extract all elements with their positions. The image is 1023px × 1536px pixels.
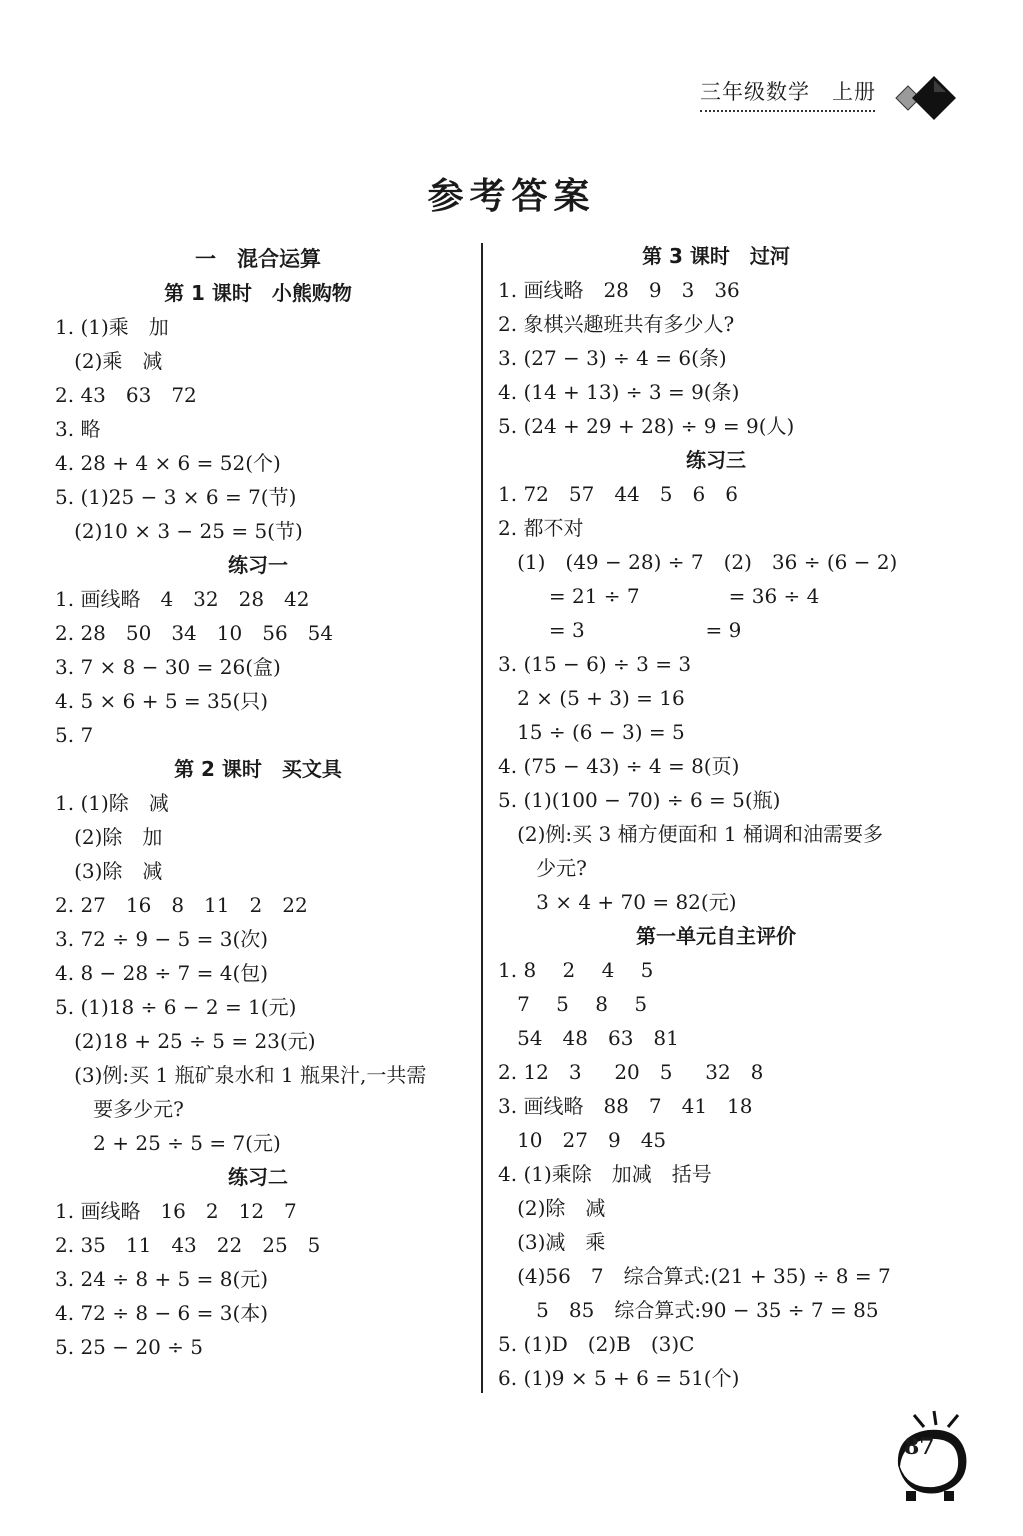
right-answer-line: = 21 ÷ 7 = 36 ÷ 4 xyxy=(498,584,820,608)
right-answer-line: (1) (49 − 28) ÷ 7 (2) 36 ÷ (6 − 2) xyxy=(498,550,898,574)
left-section-heading: 第 2 课时 买文具 xyxy=(174,757,342,781)
left-answer-line: 2. 28 50 34 10 56 54 xyxy=(55,621,334,645)
left-answer-line: 5. 7 xyxy=(55,723,94,747)
left-answer-line: 1. 画线略 4 32 28 42 xyxy=(55,587,310,611)
left-answer-line: 1. (1)除 减 xyxy=(55,791,169,815)
right-answer-line: 3. (27 − 3) ÷ 4 = 6(条) xyxy=(498,346,727,370)
right-answer-line: 4. (75 − 43) ÷ 4 = 8(页) xyxy=(498,754,740,778)
left-answer-line: 5. (1)18 ÷ 6 − 2 = 1(元) xyxy=(55,995,297,1019)
right-answer-line: 5. (1)(100 − 70) ÷ 6 = 5(瓶) xyxy=(498,788,781,812)
right-answer-line: 3 × 4 + 70 = 82(元) xyxy=(498,890,737,914)
right-answer-line: 7 5 8 5 xyxy=(498,992,648,1016)
header-dotted-rule xyxy=(700,110,875,112)
right-answer-line: 10 27 9 45 xyxy=(498,1128,667,1152)
left-answer-line: (2)18 + 25 ÷ 5 = 23(元) xyxy=(55,1029,316,1053)
right-answer-line: = 3 = 9 xyxy=(498,618,742,642)
left-answer-line: (2)10 × 3 − 25 = 5(节) xyxy=(55,519,303,543)
right-answer-line: 54 48 63 81 xyxy=(498,1026,679,1050)
left-answer-line: (3)例:买 1 瓶矿泉水和 1 瓶果汁,一共需 xyxy=(55,1063,427,1087)
right-answer-line: 4. (1)乘除 加减 括号 xyxy=(498,1162,712,1186)
right-section-heading: 第一单元自主评价 xyxy=(636,924,796,948)
left-answer-line: 要多少元? xyxy=(55,1097,184,1121)
right-answer-line: 2. 象棋兴趣班共有多少人? xyxy=(498,312,735,336)
left-answer-line: 2. 35 11 43 22 25 5 xyxy=(55,1233,321,1257)
right-answer-line: (2)例:买 3 桶方便面和 1 桶调和油需要多 xyxy=(498,822,884,846)
left-answer-line: (3)除 减 xyxy=(55,859,163,883)
left-answer-line: 5. (1)25 − 3 × 6 = 7(节) xyxy=(55,485,297,509)
right-answer-line: 1. 8 2 4 5 xyxy=(498,958,654,982)
right-answer-line: (3)减 乘 xyxy=(498,1230,606,1254)
running-header xyxy=(700,72,890,120)
right-answer-line: 2. 都不对 xyxy=(498,516,584,540)
left-answer-line: (2)乘 减 xyxy=(55,349,163,373)
left-section-heading: 一 混合运算 xyxy=(195,247,321,271)
page-number-badge-icon xyxy=(878,1395,998,1505)
left-answer-line: 4. 28 + 4 × 6 = 52(个) xyxy=(55,451,281,475)
right-answer-line: 少元? xyxy=(498,856,587,880)
right-answer-line: 1. 画线略 28 9 3 36 xyxy=(498,278,740,302)
left-answer-line: 3. 24 ÷ 8 + 5 = 8(元) xyxy=(55,1267,269,1291)
right-answer-line: 3. 画线略 88 7 41 18 xyxy=(498,1094,753,1118)
page-number: 87 xyxy=(904,1434,935,1460)
left-answer-line: 3. 7 × 8 − 30 = 26(盒) xyxy=(55,655,281,679)
left-answer-line: 2 + 25 ÷ 5 = 7(元) xyxy=(55,1131,281,1155)
left-section-heading: 练习二 xyxy=(228,1165,288,1189)
left-answer-line: 1. (1)乘 加 xyxy=(55,315,169,339)
right-section-heading: 第 3 课时 过河 xyxy=(642,244,790,268)
right-answer-line: (4)56 7 综合算式:(21 + 35) ÷ 8 = 7 xyxy=(498,1264,891,1288)
left-answer-line: (2)除 加 xyxy=(55,825,163,849)
left-section-heading: 练习一 xyxy=(228,553,288,577)
left-answer-line: 2. 27 16 8 11 2 22 xyxy=(55,893,308,917)
left-answer-line: 3. 72 ÷ 9 − 5 = 3(次) xyxy=(55,927,269,951)
right-answer-line: 5. (1)D (2)B (3)C xyxy=(498,1332,695,1356)
column-divider xyxy=(481,243,483,1393)
right-answer-line: 15 ÷ (6 − 3) = 5 xyxy=(498,720,685,744)
left-section-heading: 第 1 课时 小熊购物 xyxy=(164,281,352,305)
right-section-heading: 练习三 xyxy=(686,448,746,472)
right-answer-line: 3. (15 − 6) ÷ 3 = 3 xyxy=(498,652,692,676)
right-answer-line: 2. 12 3 20 5 32 8 xyxy=(498,1060,764,1084)
left-answer-line: 4. 8 − 28 ÷ 7 = 4(包) xyxy=(55,961,269,985)
right-answer-line: 5. (24 + 29 + 28) ÷ 9 = 9(人) xyxy=(498,414,795,438)
right-answer-line: (2)除 减 xyxy=(498,1196,606,1220)
left-answer-line: 4. 72 ÷ 8 − 6 = 3(本) xyxy=(55,1301,269,1325)
running-header-title: 三年级数学 上册 xyxy=(700,80,876,104)
left-answer-line: 1. 画线略 16 2 12 7 xyxy=(55,1199,297,1223)
left-answer-line: 3. 略 xyxy=(55,417,101,441)
right-answer-line: 1. 72 57 44 5 6 6 xyxy=(498,482,738,506)
left-answer-line: 2. 43 63 72 xyxy=(55,383,197,407)
page-title: 参考答案 xyxy=(427,176,596,217)
diamond-ornament-icon xyxy=(886,68,966,128)
left-answer-line: 5. 25 − 20 ÷ 5 xyxy=(55,1335,204,1359)
right-answer-line: 4. (14 + 13) ÷ 3 = 9(条) xyxy=(498,380,740,404)
left-answer-line: 4. 5 × 6 + 5 = 35(只) xyxy=(55,689,269,713)
right-answer-line: 5 85 综合算式:90 − 35 ÷ 7 = 85 xyxy=(498,1298,879,1322)
right-answer-line: 2 × (5 + 3) = 16 xyxy=(498,686,685,710)
right-answer-line: 6. (1)9 × 5 + 6 = 51(个) xyxy=(498,1366,740,1390)
